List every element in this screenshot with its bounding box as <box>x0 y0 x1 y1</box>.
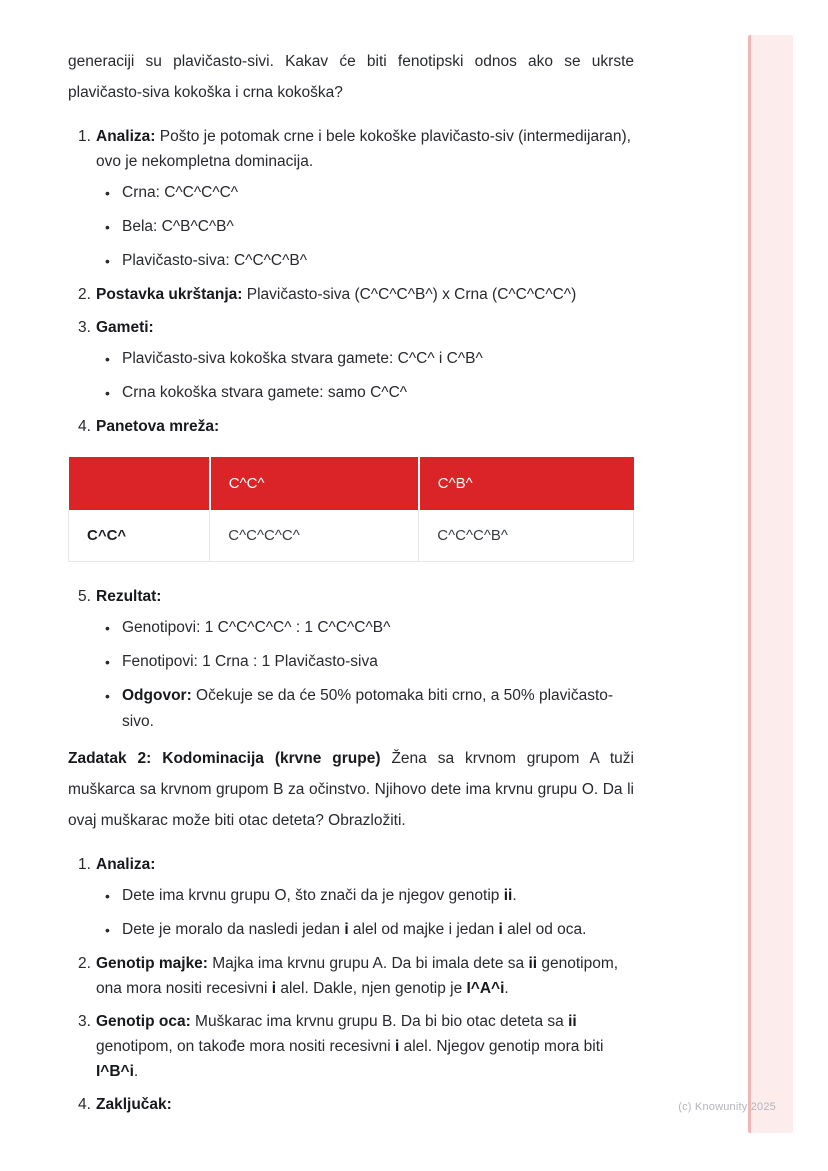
body-text: Crna kokoška stvara gamete: samo C^C^ <box>122 384 408 401</box>
table-header <box>69 457 634 510</box>
bold-text: Odgovor: <box>122 687 192 704</box>
bullet-bela <box>68 214 634 240</box>
bold-text: Analiza: <box>96 856 156 873</box>
bold-text: ii <box>503 887 513 904</box>
bullet-plavicasto-siva <box>68 248 634 274</box>
list-number: 2. <box>78 286 91 303</box>
table-row <box>69 510 634 562</box>
table-header-row <box>69 457 634 510</box>
bullet-icon: • <box>105 185 110 201</box>
bullet-item-text <box>122 380 634 406</box>
body-text: generaciji su plavičasto-sivi. Kakav će biti fenotipski odnos ako se ukrste plavičasto-siva kokoška i crna kokoška? <box>68 53 634 101</box>
punnett-header-cell: C^C^ <box>210 457 419 510</box>
body-text: Muškarac ima krvnu grupu B. Da bi bio otac deteta sa <box>190 1013 569 1030</box>
body-text: Žena sa krvnom grupom A tuži muškarca sa krvnom grupom B za očinstvo. Njihovo dete ima krvnu grupu O. Da li ovaj muškarac može biti otac deteta? Obrazložiti. <box>68 750 634 829</box>
bullet-icon: • <box>105 219 110 235</box>
bullet-item-text <box>122 180 634 206</box>
bullet-icon: • <box>105 888 110 904</box>
bold-text: Zaključak: <box>96 1096 172 1113</box>
bullet-icon: • <box>105 253 110 269</box>
bold-text: Analiza: <box>96 128 156 145</box>
bold-text: i <box>344 921 349 938</box>
body-text: Dete ima krvnu grupu O, što znači da je njegov genotip <box>122 887 504 904</box>
body-text: . <box>504 980 509 997</box>
bullet-icon: • <box>105 351 110 367</box>
body-text: alel od majke i jedan <box>348 921 499 938</box>
list-number: 4. <box>78 1096 91 1113</box>
body-text: Majka ima krvnu grupu A. Da bi imala dete sa <box>207 955 529 972</box>
punnett-cell: C^C^C^C^ <box>210 510 419 562</box>
body-text: . <box>133 1063 139 1080</box>
bold-text: ii <box>528 955 538 972</box>
bold-text: i <box>394 1038 400 1055</box>
bullet-item-text <box>122 883 634 909</box>
bullet-crna <box>68 180 634 206</box>
footer-credit: (c) Knowunity 2025 <box>678 1101 776 1113</box>
list-item-text <box>96 124 634 174</box>
bullet-fenotipovi <box>68 649 634 675</box>
list-item-text <box>96 282 634 307</box>
punnett-header-cell <box>69 457 210 510</box>
bullet-genotipovi <box>68 615 634 641</box>
bold-text: Panetova mreža: <box>96 418 220 435</box>
bullet-krvna-grupa-o <box>68 883 634 909</box>
intro-paragraph <box>68 46 634 108</box>
list-item-text <box>96 315 634 340</box>
bold-text: Postavka ukrštanja: <box>96 286 243 303</box>
list-item-text <box>96 852 634 877</box>
body-text: Crna: C^C^C^C^ <box>122 184 239 201</box>
bullet-gamete-crna <box>68 380 634 406</box>
bullet-gamete-plavicasta <box>68 346 634 372</box>
bullet-item-text <box>122 615 634 641</box>
bullet-icon: • <box>105 922 110 938</box>
body-text: Genotipovi: 1 C^C^C^C^ : 1 C^C^C^B^ <box>122 619 391 636</box>
bullet-item-text <box>122 346 634 372</box>
step-panetova-mreza <box>68 414 634 439</box>
body-text: genotipom, on takođe mora nositi recesivni <box>96 1038 395 1055</box>
punnett-table <box>68 457 634 562</box>
zadatak2-paragraph <box>68 743 634 836</box>
list-number: 2. <box>78 955 91 972</box>
list-item-text <box>96 1009 634 1084</box>
bullet-item-text <box>122 917 634 943</box>
list-number: 1. <box>78 856 91 873</box>
bold-text: ii <box>568 1013 577 1030</box>
bold-text: I^A^i <box>466 980 505 997</box>
z2-step-zakljucak <box>68 1092 634 1117</box>
bullet-icon: • <box>105 385 110 401</box>
list-number: 5. <box>78 588 91 605</box>
bold-text: i <box>271 980 277 997</box>
z2-step-genotip-oca <box>68 1009 634 1084</box>
body-text: genotipom, ona mora nositi recesivni <box>96 955 619 997</box>
list-item-text <box>96 1092 634 1117</box>
step-postavka <box>68 282 634 307</box>
bullet-item-text <box>122 683 634 735</box>
body-text: Pošto je potomak crne i bele kokoške plavičasto-siv (intermedijaran), ovo je nekompletna dominacija. <box>96 128 631 170</box>
bullet-icon: • <box>105 620 110 636</box>
bold-text: Rezultat: <box>96 588 162 605</box>
step-rezultat <box>68 584 634 609</box>
body-text: alel. Njegov genotip mora biti <box>399 1038 604 1055</box>
punnett-cell: C^C^C^B^ <box>419 510 634 562</box>
body-text: Plavičasto-siva (C^C^C^B^) x Crna (C^C^C^C^) <box>242 286 577 303</box>
bullet-icon: • <box>105 654 110 670</box>
bullet-icon: • <box>105 688 110 704</box>
list-number: 4. <box>78 418 91 435</box>
bullet-nasledjivanje <box>68 917 634 943</box>
bold-text: i <box>498 921 503 938</box>
body-text: Plavičasto-siva: C^C^C^B^ <box>122 252 307 269</box>
bold-text: I^B^i <box>96 1063 134 1080</box>
list-number: 3. <box>78 1013 91 1030</box>
body-text: Bela: C^B^C^B^ <box>122 218 234 235</box>
list-item-text <box>96 584 634 609</box>
body-text: Plavičasto-siva kokoška stvara gamete: C^C^ i C^B^ <box>122 350 483 367</box>
bullet-odgovor <box>68 683 634 735</box>
punnett-row-header-cell: C^C^ <box>69 510 210 562</box>
side-stripe <box>748 35 793 1133</box>
bold-text: Gameti: <box>96 319 154 336</box>
document-content <box>68 40 634 1123</box>
body-text: . <box>512 887 517 904</box>
body-text: Očekuje se da će 50% potomaka biti crno, a 50% plavičasto-sivo. <box>122 687 614 730</box>
z2-step-genotip-majke <box>68 951 634 1001</box>
list-item-text <box>96 951 634 1001</box>
list-number: 3. <box>78 319 91 336</box>
bullet-item-text <box>122 649 634 675</box>
list-item-text <box>96 414 634 439</box>
bold-text: Genotip majke: <box>96 955 208 972</box>
step-gameti <box>68 315 634 340</box>
body-text: alel. Dakle, njen genotip je <box>276 980 467 997</box>
bold-text: Zadatak 2: Kodominacija (krvne grupe) <box>68 750 381 767</box>
list-number: 1. <box>78 128 91 145</box>
punnett-header-cell: C^B^ <box>419 457 634 510</box>
step-analiza <box>68 124 634 174</box>
bold-text: Genotip oca: <box>96 1013 191 1030</box>
bullet-item-text <box>122 248 634 274</box>
body-text: Dete je moralo da nasledi jedan <box>122 921 345 938</box>
table-body <box>69 510 634 562</box>
bullet-item-text <box>122 214 634 240</box>
body-text: alel od oca. <box>502 921 587 938</box>
body-text: Fenotipovi: 1 Crna : 1 Plavičasto-siva <box>122 653 378 670</box>
z2-step-analiza <box>68 852 634 877</box>
